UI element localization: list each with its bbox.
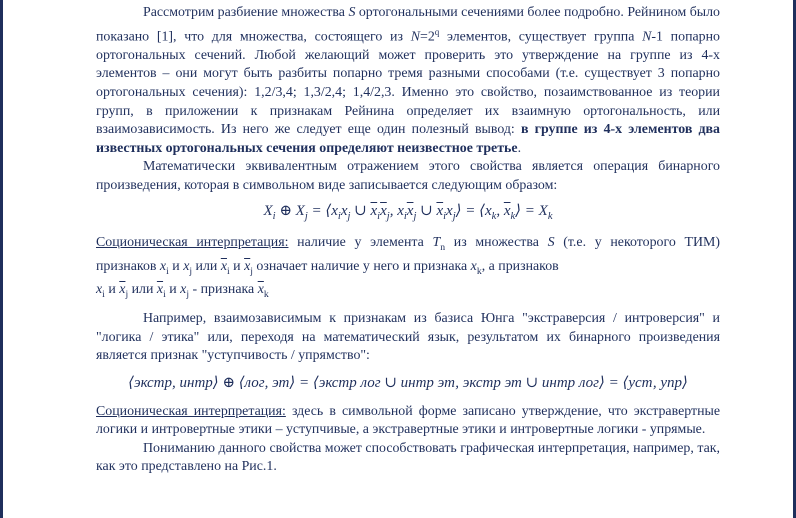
paragraph-1: Рассмотрим разбиение множества S ортогональными сечениями более подробно. Рейнином было показано [1], что для множества, состоящего из $N=2^q$ элементов, существует группа N-1 попарно ортогональных сечений. Любой желающий может проверить это утверждение на группе из 4-х элементов – они могут быть разбиты попарно тремя разными способами (т.е. существует 3 попарно ортогональных сечения): 1,2/3,4; 1,3/2,4; 1,4/2,3. Именно это свойство, позаимствованное из теории групп, в приложении к признакам Рейнина определяет их взаимную ортогональность, или взаимозависимость. Из него же следует еще один полезный вывод: в группе из 4-х элементов два известных ортогональных сечения определяют неизвестное третье. (96, 5, 720, 156)
paragraph-4: Например, взаимозависимым к признакам из базиса Юнга "экстраверсия / интроверсия" и "логика / этика" или, переходя на математический язык, результатом их бинарного произведения является признак "уступчивость / упрямство": (96, 311, 720, 364)
paragraph-2: Математически эквивалентным отражением этого свойства является операция бинарного произведения, которая в символьном виде записывается следующим образом: (96, 159, 720, 193)
formula-binary-product: $X_i$ ⊕ $X_j$ = $⟨x_ix_j$ ∪ $\overline{x}_i\overline{x}_j$, $x_i\overline{x}_j$ ∪ $\overline{x}_ix_j⟩$ = $⟨x_k$, $\overline{x}_k⟩ = X_k$ (263, 202, 553, 222)
interpretation-label-1: Соционическая интерпретация: (96, 235, 289, 251)
paragraph-3: Соционическая интерпретация: наличие у элемента $T_n$ из множества S (т.е. у некоторого ТИМ) признаков $x_i$ и $x_j$ или $\overline{x}_i$ и $\overline{x}_j$ означает наличие у него и признака $x_k$, а признаков $x_i$ и $\overline{x}_j$ или $\overline{x}_i$ и $x_j$ - признака $\overline{x}_k$ (96, 235, 720, 300)
interpretation-label-2: Соционическая интерпретация: (96, 403, 286, 419)
formula-socionic-example: ⟨экстр, интр⟩ ⊕ ⟨лог, эт⟩ = ⟨экстр лог ∪ интр эт, экстр эт ∪ интр лог⟩ = ⟨уст, упр⟩ (128, 375, 688, 392)
paragraph-5: Соционическая интерпретация: здесь в символьной форме записано утверждение, что экстравертные логики и интровертные этики – уступчивые, а экстравертные этики и интровертные логики - упрямые. (96, 403, 721, 438)
paragraph-6: Пониманию данного свойства может способствовать графическая интерпретация, например, так, как это представлено на Рис.1. (96, 440, 720, 475)
document-body (96, 4, 720, 477)
left-border (0, 0, 3, 518)
key-conclusion: в группе из 4-х элементов два известных ортогональных сечения определяют неизвестное третье (96, 122, 720, 156)
